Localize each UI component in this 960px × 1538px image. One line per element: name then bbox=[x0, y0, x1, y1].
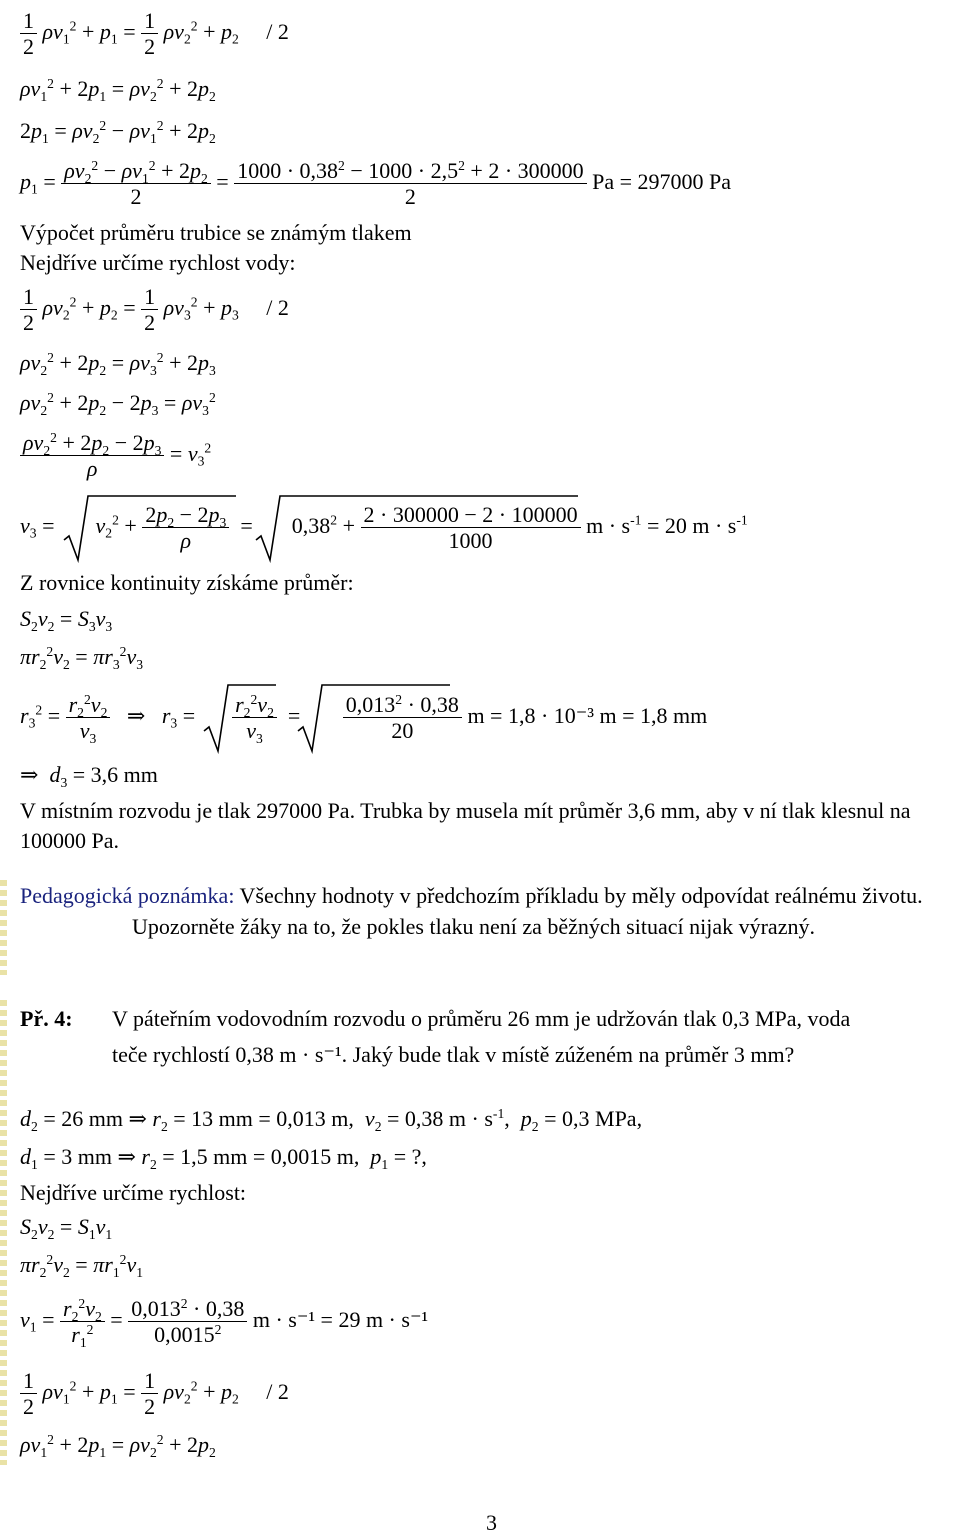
page-number: 3 bbox=[486, 1510, 497, 1535]
equation-v3-squared: $\frac{\rho v_2^2 + 2p_2 - 2p_3}{\rho}$ = $v_3^2$ bbox=[20, 430, 211, 482]
equation-d3: ⇒ $d_3 = 3,6$ mm bbox=[20, 762, 158, 790]
heading-velocity: Nejdříve určíme rychlost vody: bbox=[20, 250, 296, 275]
equation-bernoulli-doubled: $\rho v_1^2 + 2p_1 = \rho v_2^2 + 2p_2$ bbox=[20, 75, 216, 104]
sqrt-sign bbox=[250, 494, 580, 564]
heading-continuity: Z rovnice kontinuity získáme průměr: bbox=[20, 570, 354, 595]
equation-continuity-radius: $\pi r_2^2v_2 = \pi r_3^2v_3$ bbox=[20, 643, 144, 672]
sqrt-sign bbox=[292, 683, 452, 755]
given-line-1: $d_2 = 26$ mm ⇒ $r_2 = 13$ mm = 0,013 m, $v_2 = 0,38$ $m \cdot s^{-1}$, $p_2 = 0,3$ MPa, bbox=[20, 1105, 643, 1134]
equation-v3-root: $v_3 = v_2^2$ + $\frac{2p_2 - 2p_3}{\rho}$ = $0,38^2$ + $\frac{2 \cdot 300000 - 2 \cdot 100000}{1000}$ $m \cdot s^{-1} = 20$ $m \cdot s^{-1}$ bbox=[20, 502, 748, 554]
equation-continuity: $S_2v_2 = S_3v_3$ bbox=[20, 606, 113, 634]
note-label: Pedagogická poznámka: bbox=[20, 883, 235, 908]
equation-2p1: $2p_1 = \rho v_2^2 - \rho v_1^2 + 2p_2$ bbox=[20, 117, 216, 146]
example-line-1: V páteřním vodovodním rozvodu o průměru 26 mm je udržován tlak 0,3 MPa, voda bbox=[112, 1006, 851, 1031]
equation-rearranged: $\rho v_2^2 + 2p_2 - 2p_3 = \rho v_3^2$ bbox=[20, 389, 216, 418]
margin-marker bbox=[0, 880, 7, 975]
pedagogical-note bbox=[20, 880, 940, 942]
velocity-value: 0,38 m · s⁻¹ bbox=[235, 1042, 342, 1067]
equation-bernoulli-12: $\frac{1}{2}$ $\rho v_1^2 + p_1$ = $\frac{1}{2}$ $\rho v_2^2 + p_2$ / 2 bbox=[20, 1368, 289, 1420]
pressure-value: 0,3 MPa bbox=[721, 1006, 797, 1031]
heading-velocity-2: Nejdříve určíme rychlost: bbox=[20, 1180, 247, 1205]
sqrt-sign bbox=[58, 494, 238, 564]
note-text: Všechny hodnoty v předchozím příkladu by měly odpovídat reálnému životu. Upozorněte žáky na to, že pokles tlaku není za běžných situací nijak výrazný. bbox=[132, 883, 923, 939]
p1-value: Pa = 297000 Pa bbox=[592, 168, 732, 194]
equation-v1: $v_1$ = $\frac{r_2^2v_2}{r_1^2}$ = $\frac{0,013^2 \cdot 0,38}{0,0015^2}$ m · s⁻¹ = 29 m · s⁻¹ bbox=[20, 1295, 429, 1351]
equation-bernoulli-23-doubled: $\rho v_2^2 + 2p_2 = \rho v_3^2 + 2p_3$ bbox=[20, 349, 216, 378]
margin-marker bbox=[0, 1000, 7, 1465]
given-line-2: $d_1 = 3$ mm ⇒ $r_2 = 1,5$ mm = 0,0015 m, $p_1$ = ?, bbox=[20, 1144, 427, 1172]
heading-diameter: Výpočet průměru trubice se známým tlakem bbox=[20, 220, 412, 245]
equation-bernoulli-12-doubled: $\rho v_1^2 + 2p_1 = \rho v_2^2 + 2p_2$ bbox=[20, 1431, 216, 1460]
equation-bernoulli-23: $\frac{1}{2}$ $\rho v_2^2 + p_2$ = $\frac{1}{2}$ $\rho v_3^2 + p_3$ / 2 bbox=[20, 284, 289, 336]
r3-value: m = 1,8 · 10⁻³ m = 1,8 mm bbox=[467, 702, 708, 728]
equation-r3: $r_3^2$ = $\frac{r_2^2v_2}{v_3}$ ⇒ $r_3$ = $\frac{r_2^2v_2}{v_3}$ = $\frac{0,013^2 \cdot 0,38}{20}$ m = 1,8 · 10⁻³ m = 1,8 mm bbox=[20, 691, 708, 747]
sqrt-sign bbox=[198, 683, 278, 755]
equation-bernoulli-half: $\frac{1}{2}$ $\rho v_1^2 + p_1$ = $\frac{1}{2}$ $\rho v_2^2 + p_2$ / 2 bbox=[20, 8, 289, 60]
equation-continuity-12: $S_2v_2 = S_1v_1$ bbox=[20, 1214, 113, 1242]
v1-value: m · s⁻¹ = 29 m · s⁻¹ bbox=[252, 1306, 429, 1332]
conclusion-paragraph: V místním rozvodu je tlak 297000 Pa. Trubka by musela mít průměr 3,6 mm, aby v ní tlak klesnul na 100000 Pa. bbox=[20, 798, 911, 853]
example-line-2: teče rychlostí 0,38 m · s⁻¹. Jaký bude tlak v místě zúženém na průměr 3 mm? bbox=[112, 1042, 795, 1067]
equation-continuity-12-radius: $\pi r_2^2v_2 = \pi r_1^2v_1$ bbox=[20, 1251, 144, 1280]
equation-p1-result: $p_1$ = $\frac{\rho v_2^2 - \rho v_1^2 + 2p_2}{2}$ = $\frac{1000 \cdot 0,38^2 - 1000 \cdot 2,5^2 + 2 \cdot 300000}{2}$ Pa = 297000 Pa bbox=[20, 157, 732, 210]
example-label: Př. 4: bbox=[20, 1006, 73, 1031]
